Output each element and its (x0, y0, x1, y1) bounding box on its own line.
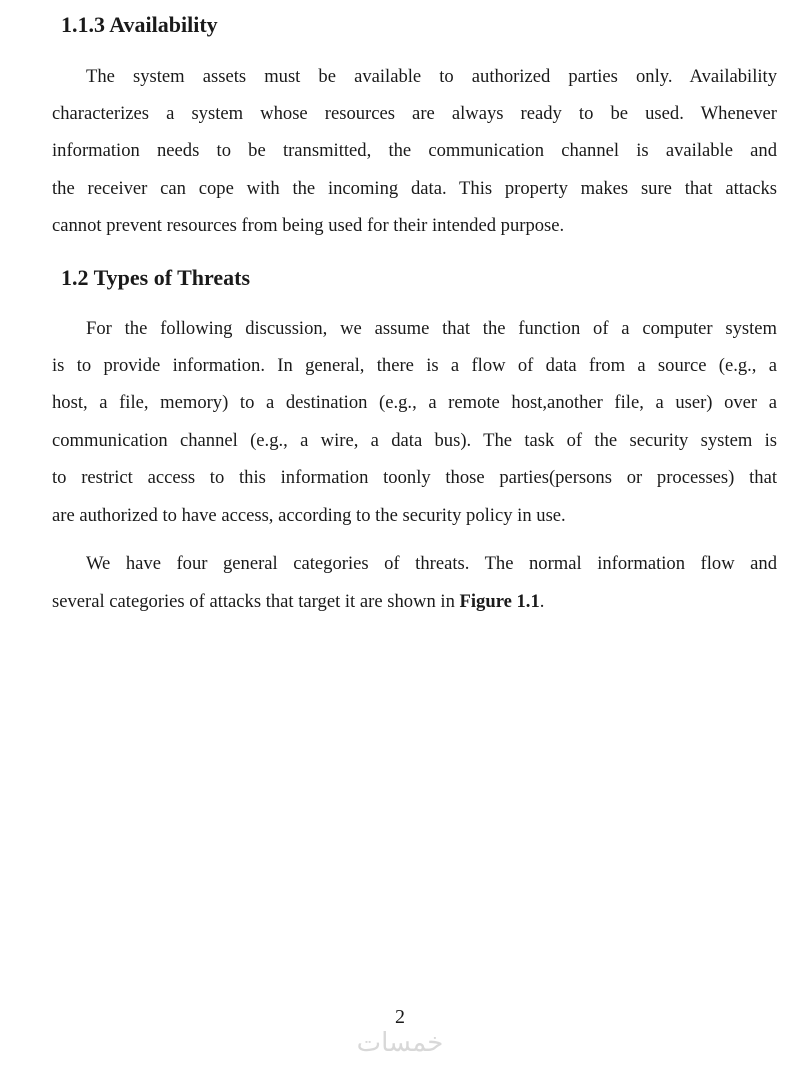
paragraph-line: to restrict access to this information toonly those parties(persons or processes) that (52, 467, 777, 488)
paragraph-line: communication channel (e.g., a wire, a data bus). The task of the security system is (52, 430, 777, 451)
paragraph-line: The system assets must be available to authorized parties only. Availability (86, 66, 777, 87)
paragraph-line: characterizes a system whose resources are always ready to be used. Whenever (52, 103, 777, 124)
paragraph-line: the receiver can cope with the incoming data. This property makes sure that attacks (52, 178, 777, 199)
paragraph-line: host, a file, memory) to a destination (e.g., a remote host,another file, a user) over a (52, 392, 777, 413)
section-heading-availability: 1.1.3 Availability (61, 12, 218, 37)
watermark-logo: خمسات (356, 1028, 444, 1058)
paragraph-text: several categories of attacks that target it are shown in (52, 591, 460, 612)
page-number: 2 (395, 1006, 405, 1028)
paragraph-line: are authorized to have access, according to the security policy in use. (52, 505, 566, 526)
paragraph-line: We have four general categories of threats. The normal information flow and (86, 553, 777, 574)
paragraph-line: is to provide information. In general, there is a flow of data from a source (e.g., a (52, 355, 777, 376)
figure-reference: Figure 1.1 (459, 591, 540, 612)
period: . (539, 591, 545, 612)
paragraph-line: For the following discussion, we assume that the function of a computer system (86, 318, 777, 339)
paragraph-line: information needs to be transmitted, the communication channel is available and (52, 140, 777, 161)
section-heading-types-of-threats: 1.2 Types of Threats (61, 265, 251, 290)
paragraph-line-with-figure-ref (52, 590, 777, 614)
paragraph-line: cannot prevent resources from being used for their intended purpose. (52, 215, 565, 236)
